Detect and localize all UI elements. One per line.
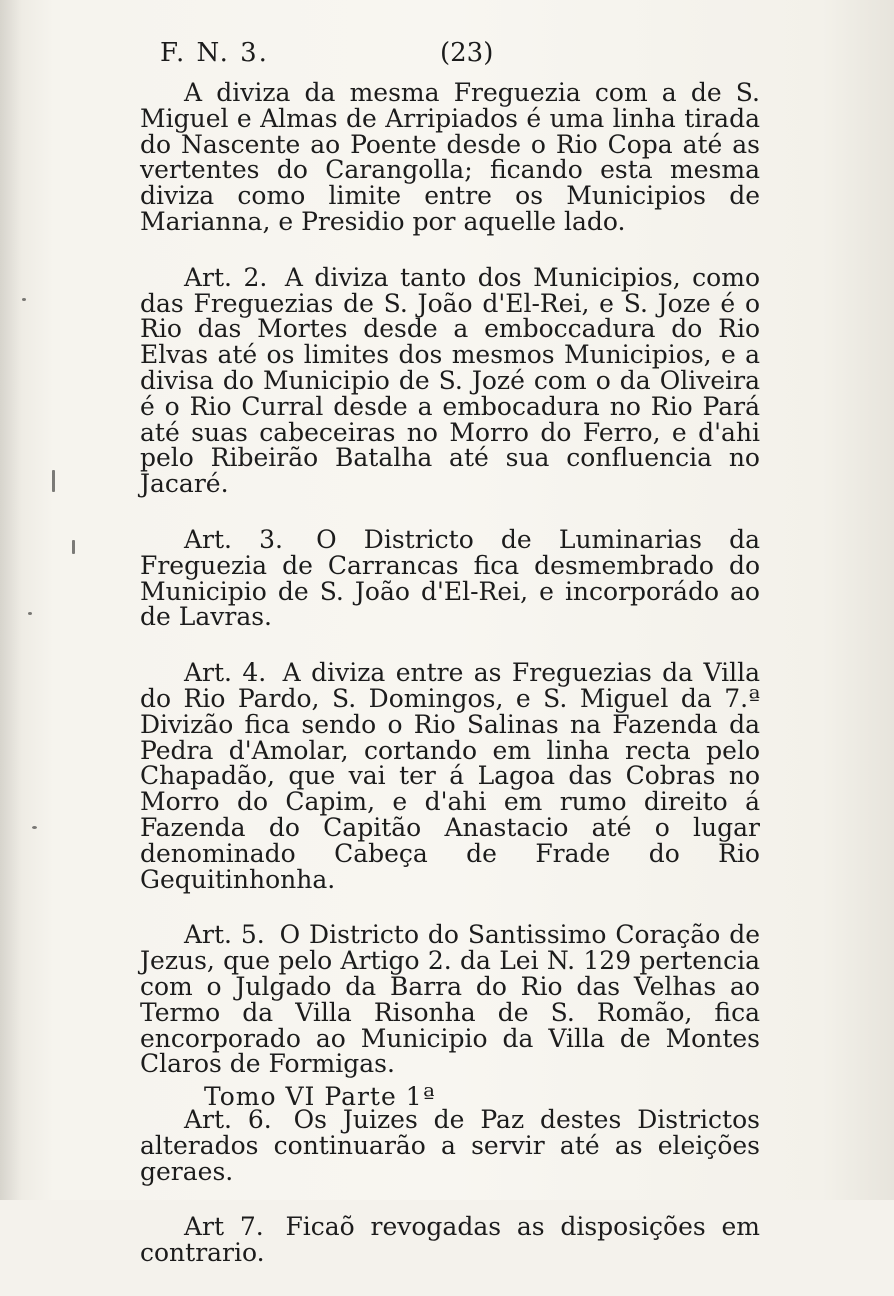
ink-speck [28, 612, 32, 615]
article-label: Art. 2. [184, 262, 268, 292]
article-7 [140, 1214, 760, 1266]
paragraph-text: A diviza da mesma Freguezia com a de S. Miguel e Almas de Arripiados é uma linha tirada do Nascente ao Poente desde o Rio Copa até as vertentes do Carangolla; ficando esta mesma diviza como limite entre os Municipios de Marianna, e Presidio por aquelle lado. [140, 78, 760, 236]
article-text: Ficaõ revogadas as disposições em contrario. [140, 1212, 760, 1268]
article-2 [140, 262, 760, 499]
article-3 [140, 524, 760, 632]
ink-speck [32, 826, 37, 829]
volume-footer: Tomo VI Parte 1ª [204, 1082, 436, 1111]
running-head [160, 38, 760, 78]
article-label: Art 7. [184, 1212, 264, 1242]
article-5 [140, 922, 760, 1077]
article-text: A diviza tanto dos Municipios, como das Freguezias de S. João d'El-Rei, e S. Joze é o Rio das Mortes desde a emboccadura do Rio Elvas até os limites dos mesmos Municipios, e a divisa do Municipio de S. Jozé com o da Oliveira é o Rio Curral desde a embocadura no Rio Pará até suas cabeceiras no Morro do Ferro, e d'ahi pelo Ribeirão Batalha até sua confluencia no Jacaré. [140, 262, 760, 499]
article-6 [140, 1107, 760, 1184]
article-text: O Districto de Luminarias da Freguezia de Carrancas fica desmembrado do Municipio de S. João d'El-Rei, e incorporádo ao de Lavras. [140, 524, 760, 632]
ink-speck [52, 470, 55, 492]
article-label: Art. 6. [184, 1105, 272, 1135]
page-number: (23) [440, 38, 494, 68]
ink-speck [22, 298, 26, 301]
body-text [140, 80, 760, 1296]
article-text: O Districto do Santissimo Coração de Jezus, que pelo Artigo 2. da Lei N. 129 pertencia com o Julgado da Barra do Rio das Velhas ao Termo da Villa Risonha de S. Romão, fica encorporado ao Municipio da Villa de Montes Claros de Formigas. [140, 920, 760, 1079]
article-text: A diviza entre as Freguezias da Villa do Rio Pardo, S. Domingos, e S. Miguel da 7.ª Divizão fica sendo o Rio Salinas na Fazenda da Pedra d'Amolar, cortando em linha recta pelo Chapadão, que vai ter á Lagoa das Cobras no Morro do Capim, e d'ahi em rumo direito á Fazenda do Capitão Anastacio até o lugar denominado Cabeça de Frade do Rio Gequitinhonha. [140, 658, 760, 894]
article-label: Art. 3. [184, 524, 283, 554]
article-label: Art. 5. [184, 920, 265, 950]
article-text: Os Juizes de Paz destes Districtos alterados continuarão a servir até as eleições geraes. [140, 1105, 760, 1186]
article-label: Art. 4. [184, 658, 267, 688]
printer-signature: F. N. 3. [160, 38, 269, 68]
page-edge-shadow [0, 0, 22, 1200]
ink-speck [72, 540, 75, 554]
paragraph-intro [140, 80, 760, 235]
article-4 [140, 660, 760, 892]
